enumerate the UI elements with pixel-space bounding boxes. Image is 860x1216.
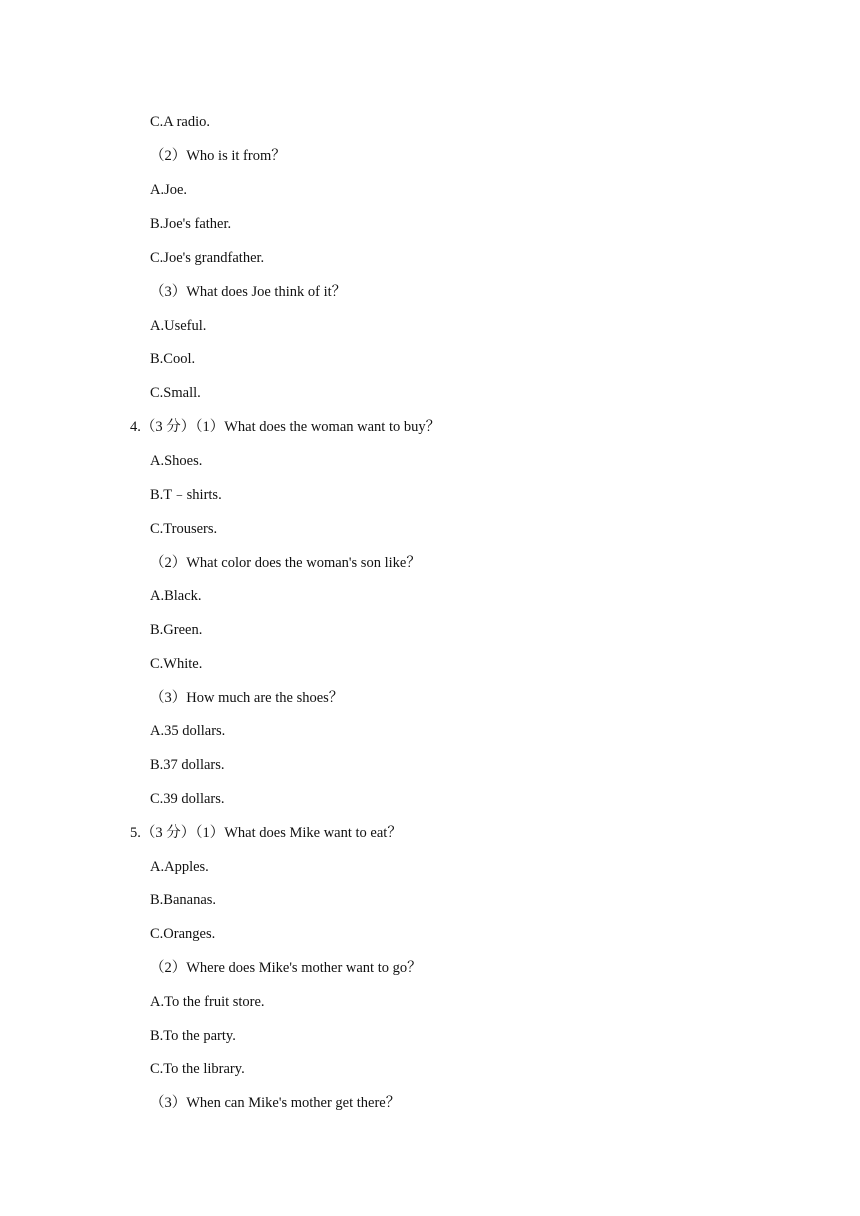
q4-1-question: 4.（3 分）（1）What does the woman want to buy？ xyxy=(130,419,441,435)
q5-1-question: 5.（3 分）（1）What does Mike want to eat？ xyxy=(130,825,402,841)
q4-1-option-b: B.T﹣shirts. xyxy=(150,487,222,503)
q3-1-option-c: C.A radio. xyxy=(150,114,211,130)
q3-2-option-a: A.Joe. xyxy=(150,182,188,198)
q5-2-option-a: A.To the fruit store. xyxy=(150,994,265,1010)
q4-2-option-c: C.White. xyxy=(150,656,203,672)
q3-3-option-c: C.Small. xyxy=(150,385,201,401)
q3-3-question: （3）What does Joe think of it？ xyxy=(150,284,347,300)
q4-3-option-a: A.35 dollars. xyxy=(150,723,226,739)
q5-2-option-b: B.To the party. xyxy=(150,1028,236,1044)
q5-3-question: （3）When can Mike's mother get there？ xyxy=(150,1095,401,1111)
q3-2-option-b: B.Joe's father. xyxy=(150,216,232,232)
q4-1-option-a: A.Shoes. xyxy=(150,453,203,469)
q3-2-option-c: C.Joe's grandfather. xyxy=(150,250,265,266)
q4-2-question: （2）What color does the woman's son like？ xyxy=(150,555,421,571)
q5-1-option-b: B.Bananas. xyxy=(150,892,217,908)
q4-2-option-b: B.Green. xyxy=(150,622,203,638)
q5-1-option-a: A.Apples. xyxy=(150,859,209,875)
q4-1-option-c: C.Trousers. xyxy=(150,521,218,537)
q4-3-question: （3）How much are the shoes？ xyxy=(150,690,344,706)
q4-3-option-c: C.39 dollars. xyxy=(150,791,225,807)
q3-3-option-a: A.Useful. xyxy=(150,318,207,334)
q4-2-option-a: A.Black. xyxy=(150,588,202,604)
q3-2-question: （2）Who is it from？ xyxy=(150,148,286,164)
q3-3-option-b: B.Cool. xyxy=(150,351,196,367)
q5-1-option-c: C.Oranges. xyxy=(150,926,216,942)
q5-2-option-c: C.To the library. xyxy=(150,1061,245,1077)
q5-2-question: （2）Where does Mike's mother want to go？ xyxy=(150,960,422,976)
q4-3-option-b: B.37 dollars. xyxy=(150,757,225,773)
